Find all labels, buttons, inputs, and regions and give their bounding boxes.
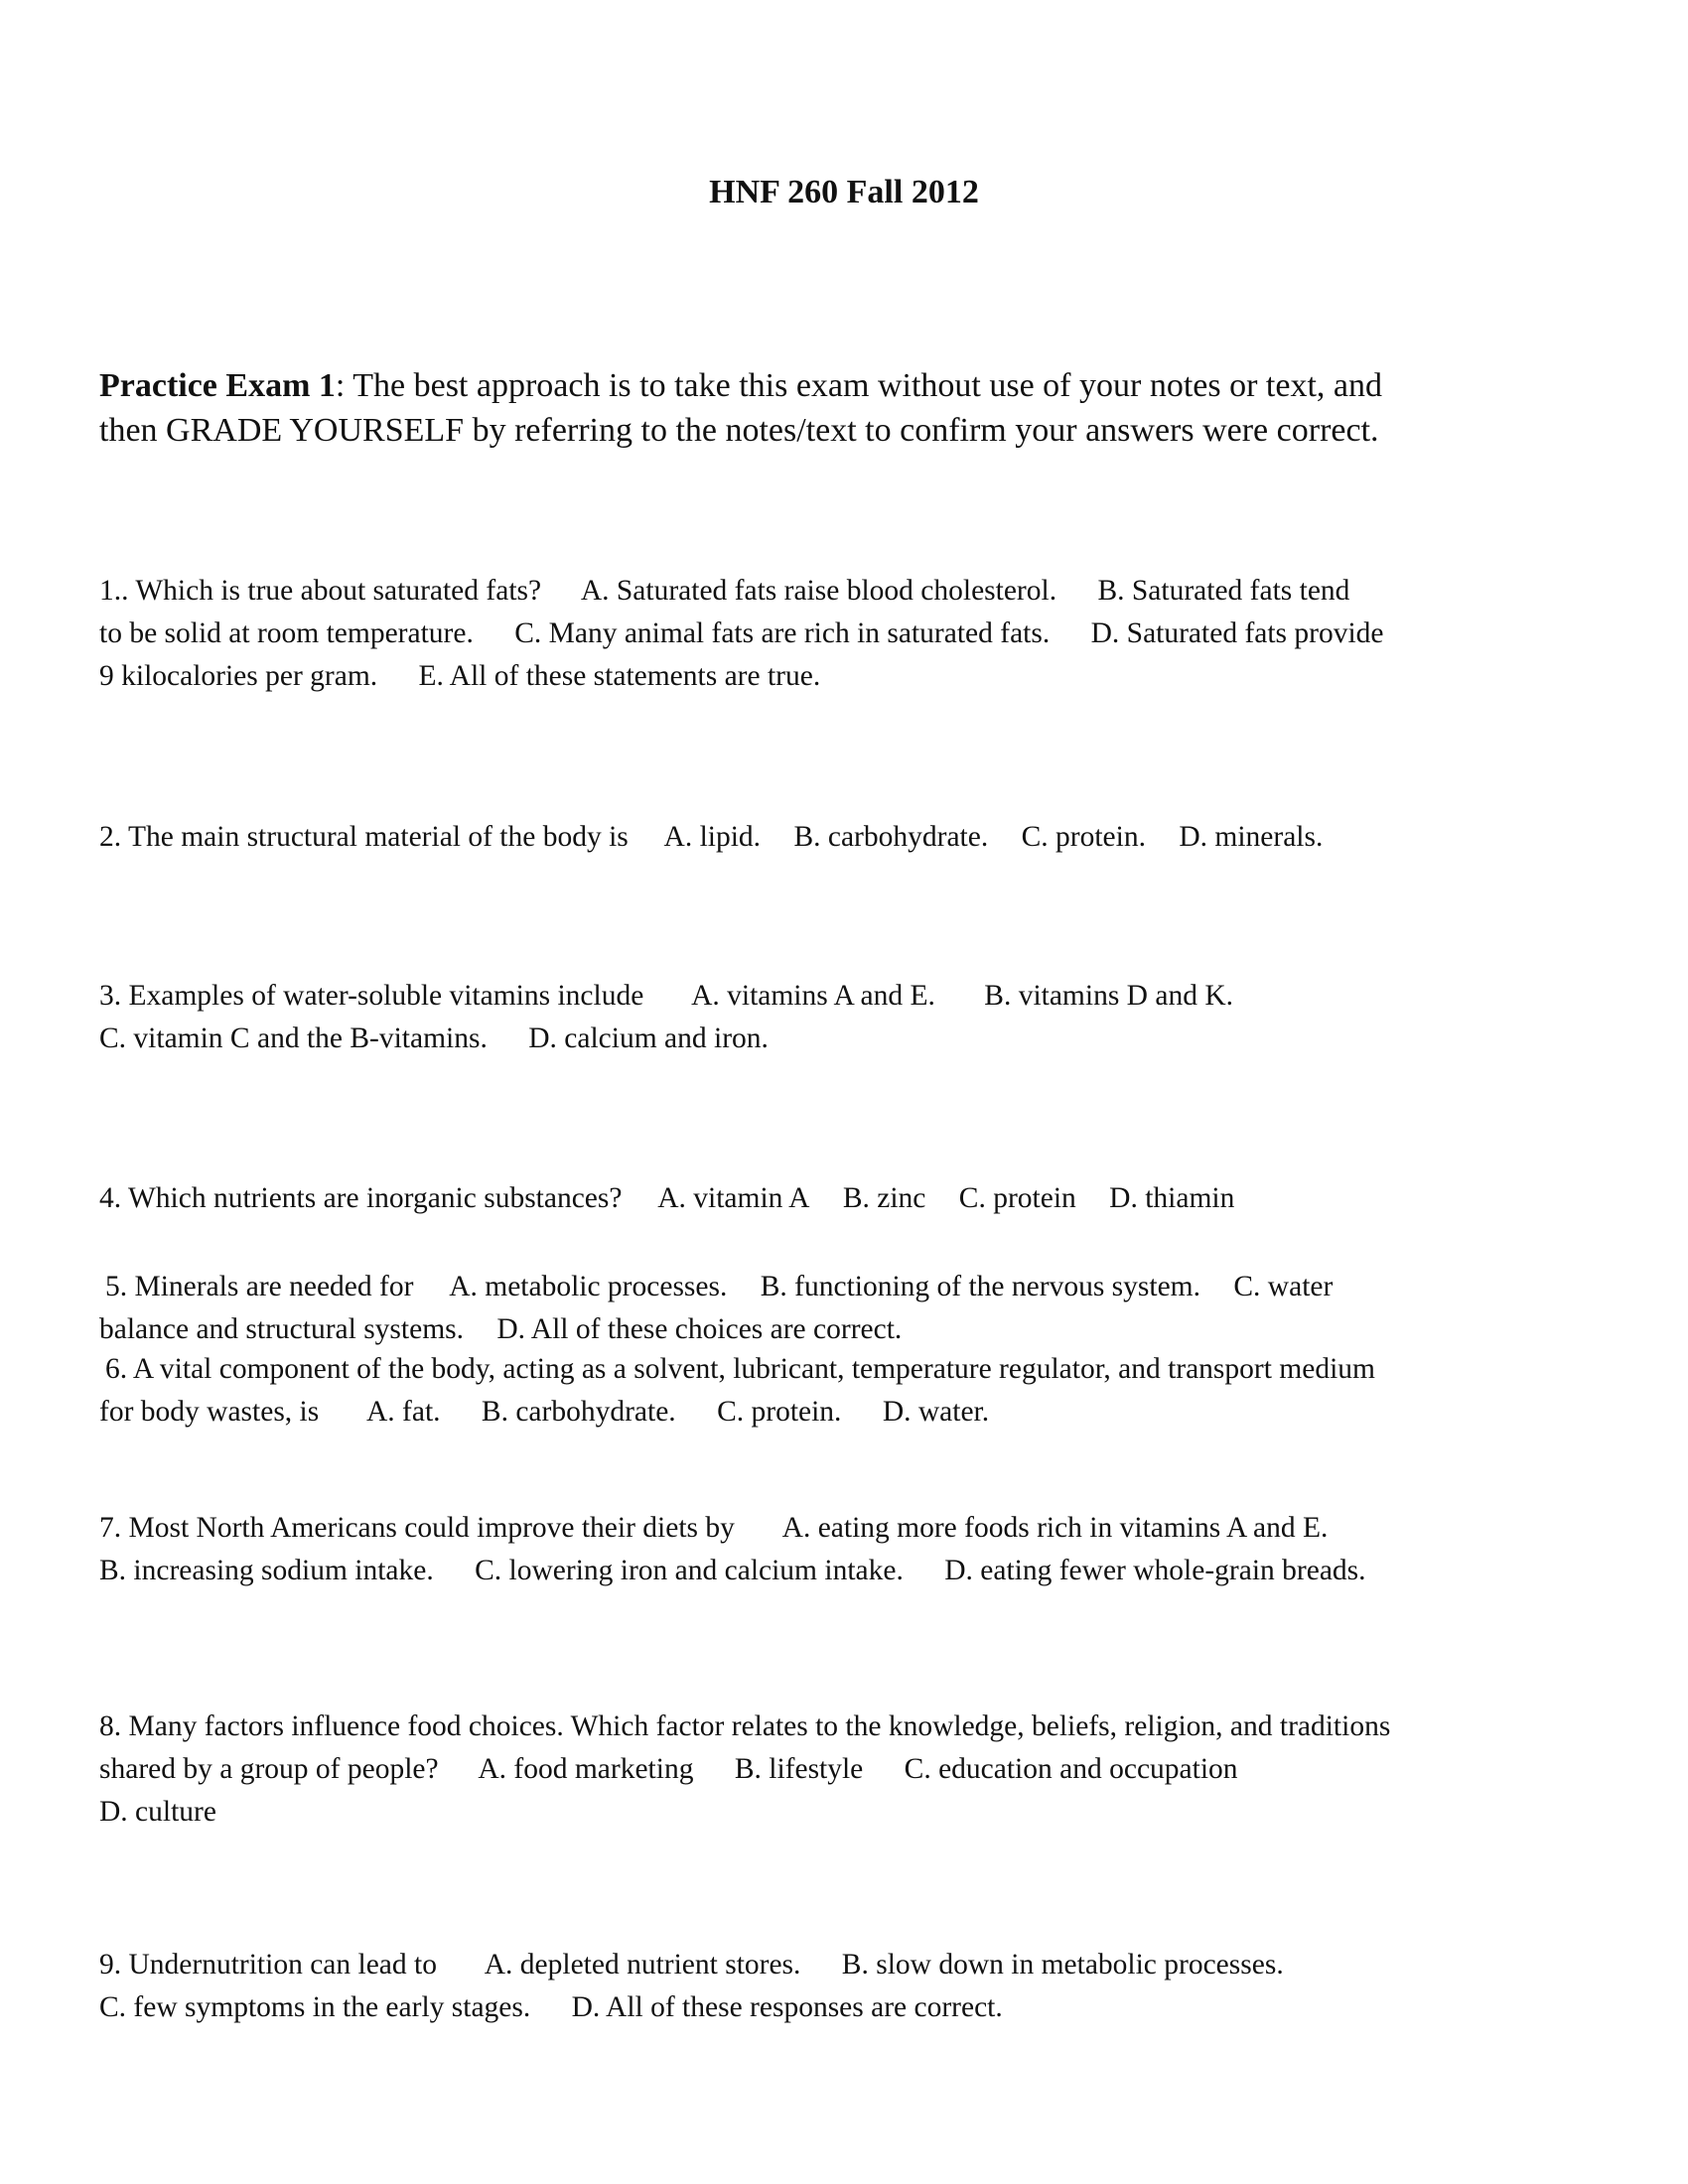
choice-c: C. education and occupation — [904, 1753, 1238, 1785]
question-stem-cont: for body wastes, is — [99, 1396, 320, 1428]
instructions-line-1 — [99, 363, 1609, 408]
choice-b: B. increasing sodium intake. — [99, 1555, 434, 1586]
choice-d: D. eating fewer whole-grain breads. — [944, 1555, 1366, 1586]
question-stem: 6. A vital component of the body, acting as a solvent, lubricant, temperature regulator, and transport medium — [105, 1353, 1375, 1385]
question-stem: 3. Examples of water-soluble vitamins include — [99, 980, 644, 1012]
choice-c: C. lowering iron and calcium intake. — [475, 1555, 904, 1586]
choice-a: A. fat. — [365, 1396, 441, 1428]
choice-d: D. All of these choices are correct. — [496, 1313, 903, 1345]
question-stem: 8. Many factors influence food choices. Which factor relates to the knowledge, beliefs, religion, and traditions — [99, 1710, 1391, 1742]
choice-d-cont: 9 kilocalories per gram. — [99, 660, 378, 692]
choice-b: B. vitamins D and K. — [984, 980, 1234, 1012]
question-6 — [99, 1348, 1609, 1433]
choice-d: D. Saturated fats provide — [1090, 617, 1384, 649]
choice-c: C. protein. — [717, 1396, 842, 1428]
choice-d: D. water. — [882, 1396, 990, 1428]
question-9 — [99, 1944, 1609, 2029]
choice-d: D. culture — [99, 1796, 216, 1828]
instructions-lead: Practice Exam 1 — [99, 367, 336, 404]
choice-a: A. food marketing — [478, 1753, 694, 1785]
choice-b: B. zinc — [842, 1182, 926, 1214]
choice-a: A. vitamins A and E. — [691, 980, 935, 1012]
choice-a: A. vitamin A — [657, 1182, 810, 1214]
choice-c: C. Many animal fats are rich in saturated fats. — [514, 617, 1051, 649]
choice-b: B. slow down in metabolic processes. — [841, 1949, 1284, 1980]
choice-b: B. Saturated fats tend — [1097, 575, 1350, 607]
page-title: HNF 260 Fall 2012 — [709, 174, 979, 210]
choice-c: C. vitamin C and the B-vitamins. — [99, 1023, 488, 1054]
choice-a: A. Saturated fats raise blood cholesterol. — [580, 575, 1057, 607]
choice-b: B. functioning of the nervous system. — [760, 1271, 1200, 1302]
choice-d: D. minerals. — [1179, 821, 1324, 853]
choice-c: C. protein — [958, 1182, 1076, 1214]
choice-b: B. carbohydrate. — [793, 821, 989, 853]
choice-a: A. eating more foods rich in vitamins A and E. — [781, 1512, 1329, 1544]
choice-a: A. depleted nutrient stores. — [484, 1949, 801, 1980]
question-1 — [99, 570, 1609, 698]
question-stem: 4. Which nutrients are inorganic substances? — [99, 1182, 623, 1214]
question-stem: 5. Minerals are needed for — [105, 1271, 414, 1302]
question-stem-cont: shared by a group of people? — [99, 1753, 439, 1785]
question-4 — [99, 1177, 1609, 1220]
question-8 — [99, 1706, 1609, 1834]
choice-c: C. water — [1233, 1271, 1334, 1302]
question-5 — [99, 1266, 1609, 1351]
question-stem: 1.. Which is true about saturated fats? — [99, 575, 542, 607]
choice-c-cont: balance and structural systems. — [99, 1313, 464, 1345]
choice-c: C. few symptoms in the early stages. — [99, 1991, 531, 2023]
choice-d: D. calcium and iron. — [528, 1023, 769, 1054]
instructions-line-2: then GRADE YOURSELF by referring to the notes/text to confirm your answers were correct. — [99, 412, 1379, 449]
choice-b-cont: to be solid at room temperature. — [99, 617, 474, 649]
choice-e: E. All of these statements are true. — [418, 660, 821, 692]
question-2 — [99, 816, 1609, 859]
instructions — [99, 363, 1609, 453]
choice-a: A. lipid. — [663, 821, 762, 853]
question-stem: 2. The main structural material of the body is — [99, 821, 629, 853]
instructions-text-1: : The best approach is to take this exam without use of your notes or text, and — [335, 367, 1382, 404]
question-stem: 7. Most North Americans could improve their diets by — [99, 1512, 735, 1544]
question-7 — [99, 1507, 1609, 1592]
question-stem: 9. Undernutrition can lead to — [99, 1949, 437, 1980]
question-3 — [99, 975, 1609, 1060]
choice-d: D. All of these responses are correct. — [571, 1991, 1003, 2023]
choice-b: B. carbohydrate. — [481, 1396, 676, 1428]
choice-a: A. metabolic processes. — [449, 1271, 728, 1302]
choice-d: D. thiamin — [1109, 1182, 1235, 1214]
choice-b: B. lifestyle — [734, 1753, 864, 1785]
choice-c: C. protein. — [1021, 821, 1146, 853]
